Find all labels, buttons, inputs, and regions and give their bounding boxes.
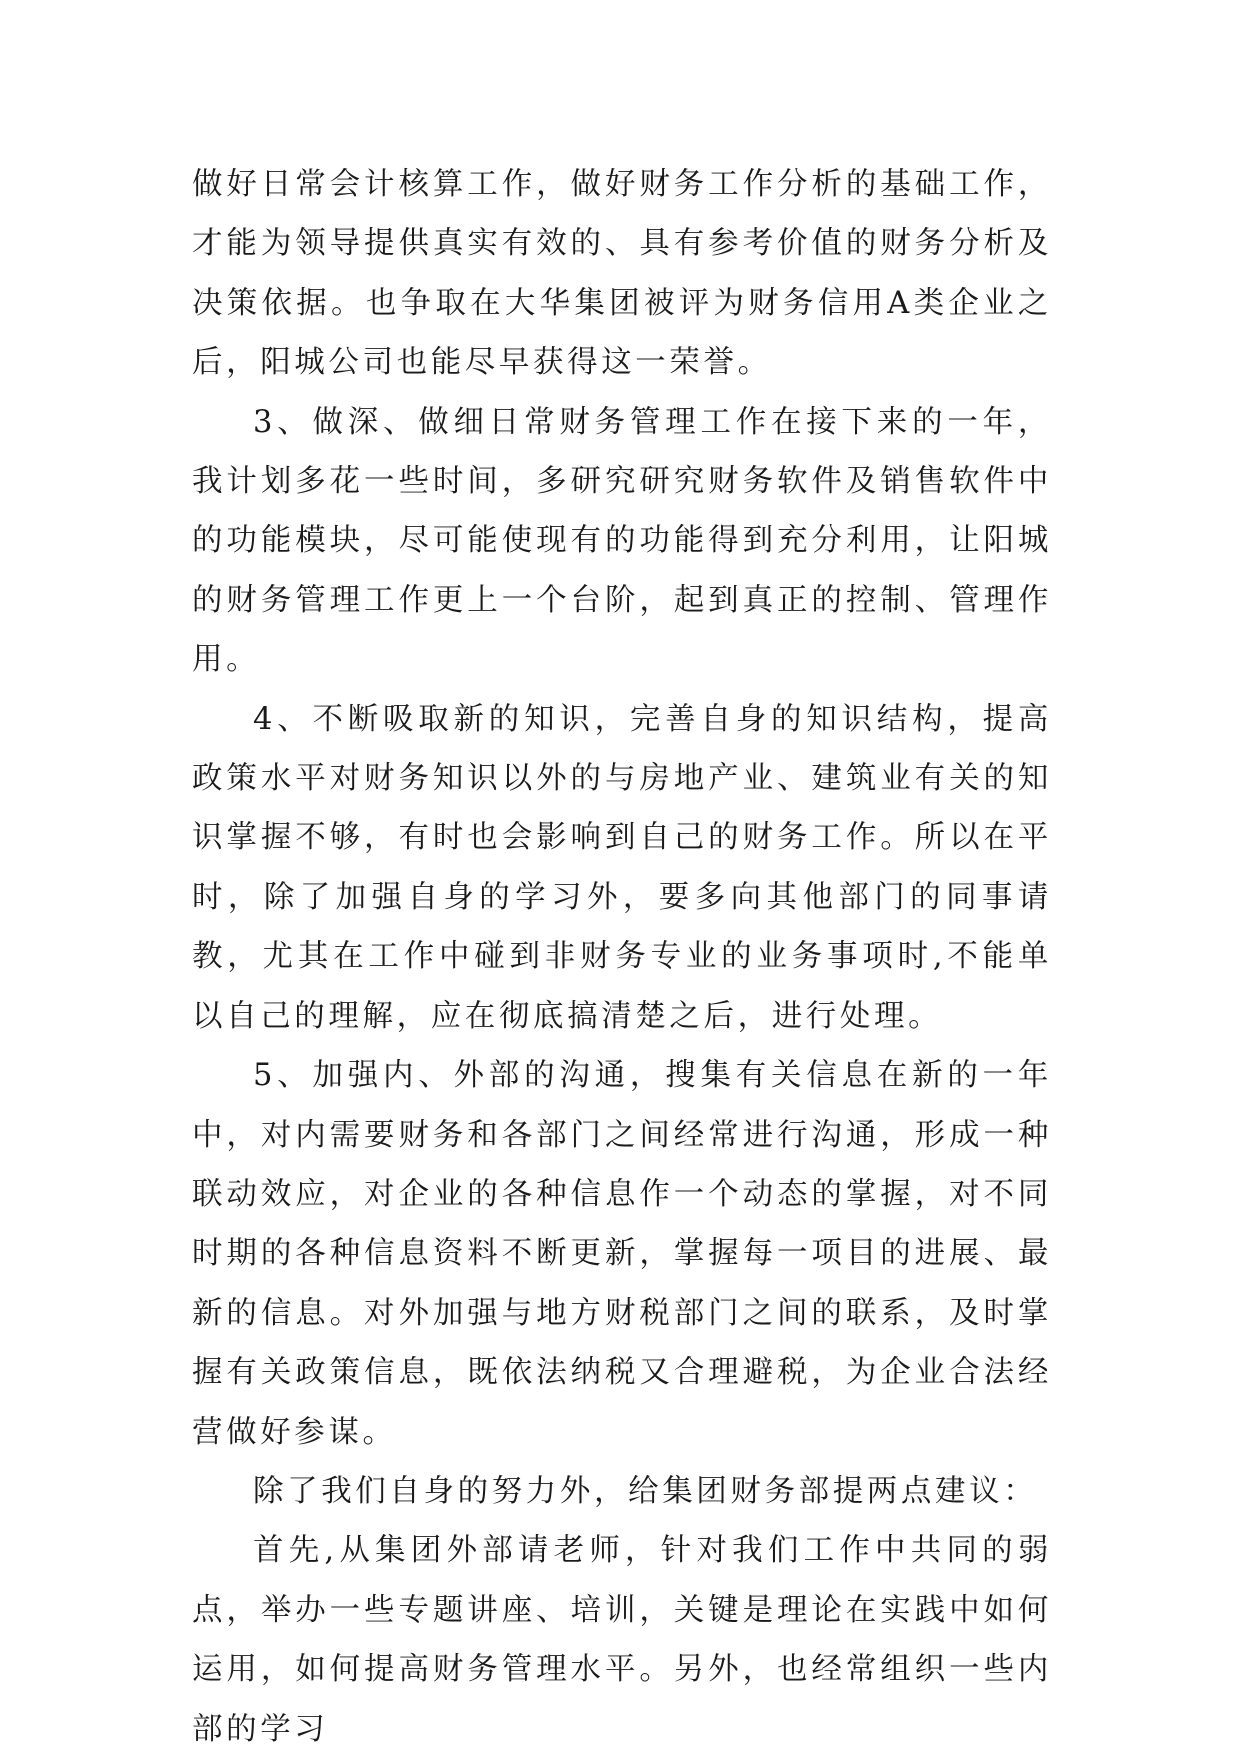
paragraph-suggestion-first: 首先,从集团外部请老师，针对我们工作中共同的弱点，举办一些专题讲座、培训，关键是理论在实践中如何运用，如何提高财务管理水平。另外，也经常组织一些内部的学习 xyxy=(192,1533,1052,1747)
paragraph-item-5: 5、加强内、外部的沟通，搜集有关信息在新的一年中，对内需要财务和各部门之间经常进行沟通，形成一种联动效应，对企业的各种信息作一个动态的掌握，对不同时期的各种信息资料不断更新，掌握每一项目的进展、最新的信息。对外加强与地方财税部门之间的联系，及时掌握有关政策信息，既依法纳税又合理避税，为企业合法经营做好参谋。 xyxy=(192,1058,1052,1450)
paragraph-item-4: 4、不断吸取新的知识，完善自身的知识结构，提高政策水平对财务知识以外的与房地产业、建筑业有关的知识掌握不够，有时也会影响到自己的财务工作。所以在平时，除了加强自身的学习外，要多向其他部门的同事请教，尤其在工作中碰到非财务专业的业务事项时,不能单以自己的理解，应在彻底搞清楚之后，进行处理。 xyxy=(192,701,1052,1034)
document-body xyxy=(192,155,1052,1759)
paragraph-suggestions-intro: 除了我们自身的努力外，给集团财务部提两点建议： xyxy=(253,1473,1038,1509)
paragraph-item-3: 3、做深、做细日常财务管理工作在接下来的一年，我计划多花一些时间，多研究研究财务软件及销售软件中的功能模块，尽可能使现有的功能得到充分利用，让阳城的财务管理工作更上一个台阶，起到真正的控制、管理作用。 xyxy=(192,404,1052,678)
paragraph-continuation: 做好日常会计核算工作，做好财务工作分析的基础工作，才能为领导提供真实有效的、具有参考价值的财务分析及决策依据。也争取在大华集团被评为财务信用A类企业之后，阳城公司也能尽早获得这一荣誉。 xyxy=(192,167,1052,381)
